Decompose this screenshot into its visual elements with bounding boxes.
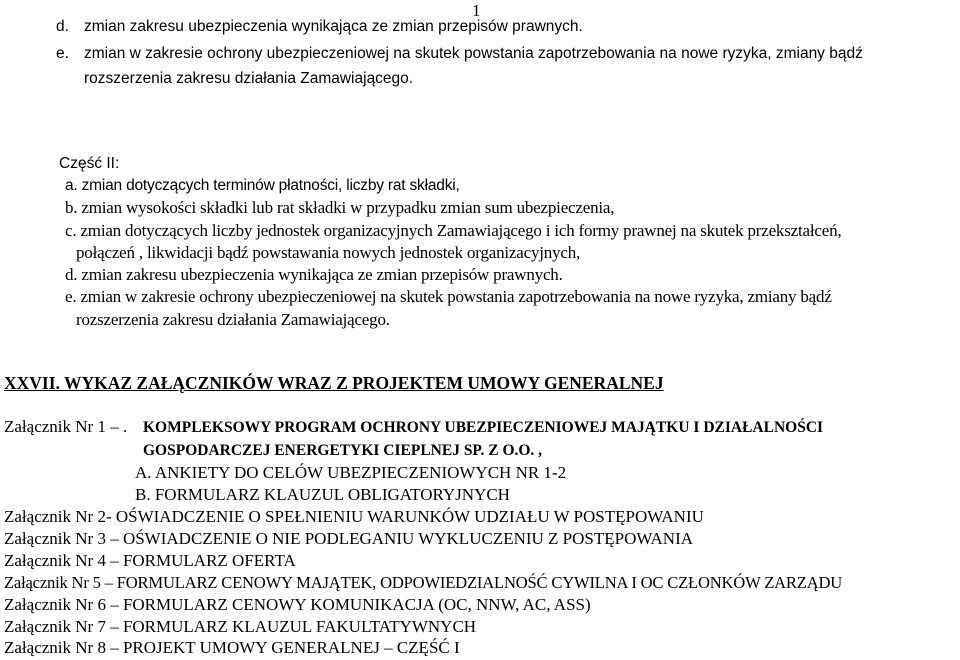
part2-item-c-line2: połączeń , likwidacji bądź powstawania nowych jednostek organizacyjnych, — [76, 243, 581, 262]
top-list-item-e-line1: zmian w zakresie ochrony ubezpieczeniowej na skutek powstania zapotrzebowania na nowe ryzyka, zmiany bądź — [84, 45, 863, 62]
attachment-1-prefix: Załącznik Nr 1 – . — [4, 417, 128, 436]
part2-item-c-line1: c. zmian dotyczących liczby jednostek organizacyjnych Zamawiającego i ich formy prawnej na skutek przekształceń, — [65, 221, 842, 240]
attachment-7: Załącznik Nr 7 – FORMULARZ KLAUZUL FAKULTATYWNYCH — [4, 617, 477, 636]
attachment-2: Załącznik Nr 2- OŚWIADCZENIE O SPEŁNIENIU WARUNKÓW UDZIAŁU W POSTĘPOWANIU — [4, 507, 704, 526]
part2-item-e-line2: rozszerzenia zakresu działania Zamawiającego. — [76, 310, 390, 329]
part2-title: Część II: — [59, 155, 120, 172]
page-number: 1 — [472, 1, 481, 20]
top-list-item-d-text: zmian zakresu ubezpieczenia wynikająca ze zmian przepisów prawnych. — [84, 18, 583, 35]
attachment-6: Załącznik Nr 6 – FORMULARZ CENOWY KOMUNIKACJA (OC, NNW, AC, ASS) — [4, 595, 591, 614]
attachment-1-title-line1: KOMPLEKSOWY PROGRAM OCHRONY UBEZPIECZENIOWEJ MAJĄTKU I DZIAŁALNOŚCI — [143, 419, 824, 436]
attachment-1-sub-a: A. ANKIETY DO CELÓW UBEZPIECZENIOWYCH NR 1-2 — [135, 463, 567, 482]
attachment-3: Załącznik Nr 3 – OŚWIADCZENIE O NIE PODLEGANIU WYKLUCZENIU Z POSTĘPOWANIA — [4, 529, 694, 548]
attachment-5: Załącznik Nr 5 – FORMULARZ CENOWY MAJĄTEK, ODPOWIEDZIALNOŚĆ CYWILNA I OC CZŁONKÓW ZARZĄDU — [4, 573, 843, 592]
attachment-4: Załącznik Nr 4 – FORMULARZ OFERTA — [4, 551, 296, 570]
attachment-1-title-line2: GOSPODARCZEJ ENERGETYKI CIEPLNEJ SP. Z O.O. , — [143, 442, 543, 459]
top-list-item-e-line2: rozszerzenia zakresu działania Zamawiającego. — [84, 70, 414, 87]
attachment-8: Załącznik Nr 8 – PROJEKT UMOWY GENERALNEJ – CZĘŚĆ I — [4, 638, 460, 657]
top-list-item-d-marker: d. — [56, 18, 69, 35]
top-list-item-e-marker: e. — [56, 45, 69, 62]
attachment-1-sub-b: B. FORMULARZ KLAUZUL OBLIGATORYJNYCH — [135, 485, 510, 504]
part2-item-b: b. zmian wysokości składki lub rat składki w przypadku zmian sum ubezpieczenia, — [65, 198, 615, 217]
part2-item-e-line1: e. zmian w zakresie ochrony ubezpieczeniowej na skutek powstania zapotrzebowania na nowe ryzyka, zmiany bądź — [65, 287, 832, 306]
part2-item-a: a. zmian dotyczących terminów płatności, liczby rat składki, — [65, 177, 460, 194]
section27-heading: XXVII. WYKAZ ZAŁĄCZNIKÓW WRAZ Z PROJEKTEM UMOWY GENERALNEJ — [4, 373, 664, 393]
part2-item-d: d. zmian zakresu ubezpieczenia wynikająca ze zmian przepisów prawnych. — [65, 265, 563, 284]
